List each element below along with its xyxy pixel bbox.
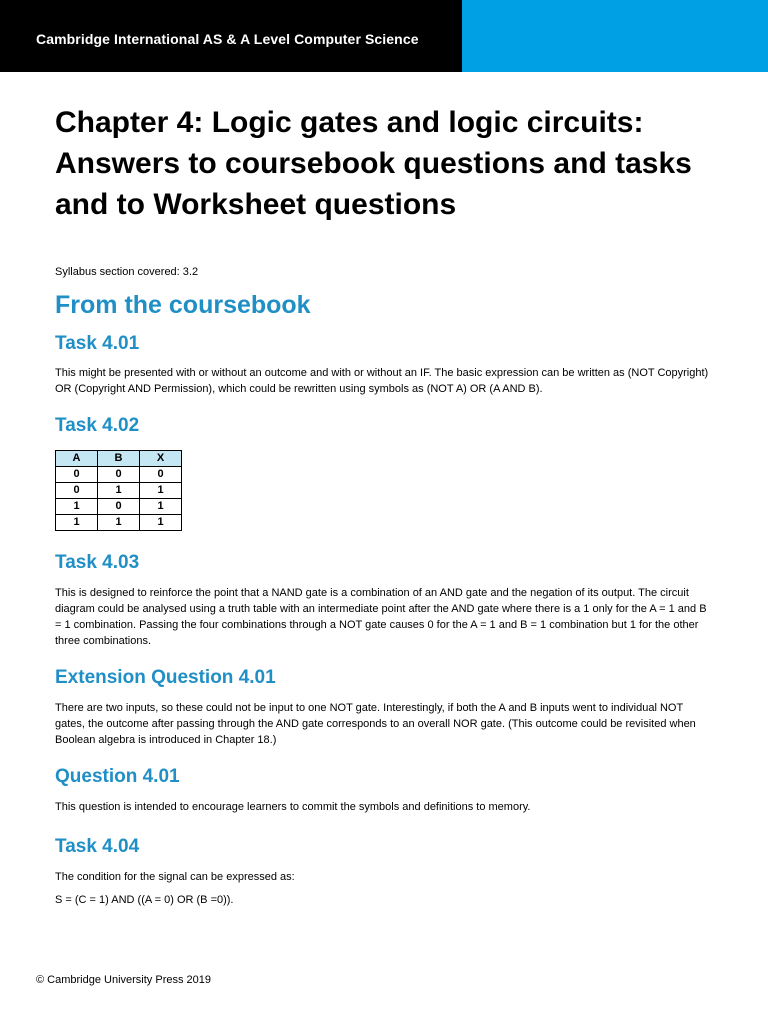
syllabus-note: Syllabus section covered: 3.2: [55, 266, 199, 278]
task-4-01-heading: Task 4.01: [55, 333, 140, 354]
truth-table-row: [56, 499, 182, 515]
truth-table-cell: 1: [56, 499, 98, 515]
truth-table-header: B: [98, 451, 140, 467]
truth-table-cell: 1: [140, 483, 182, 499]
header-bar: [0, 0, 768, 72]
truth-table-row: [56, 467, 182, 483]
task-4-02-heading: Task 4.02: [55, 415, 140, 436]
truth-table-header: X: [140, 451, 182, 467]
truth-table-cell: 1: [98, 483, 140, 499]
truth-table-cell: 0: [56, 467, 98, 483]
task-4-04-expression: S = (C = 1) AND ((A = 0) OR (B =0)).: [55, 894, 234, 906]
extension-question-4-01-text: There are two inputs, so these could not be input to one NOT gate. Interestingly, if both the A and B inputs went to individual NOT gates, the outcome after passing through the AND gate corresponds to an overall NOR gate. (This outcome could be revisited when Boolean algebra is introduced in Chapter 18.): [55, 702, 696, 746]
question-4-01-heading: Question 4.01: [55, 766, 180, 787]
truth-table-cell: 0: [140, 467, 182, 483]
truth-table-header: A: [56, 451, 98, 467]
task-4-04-text: The condition for the signal can be expressed as:: [55, 871, 295, 883]
truth-table-cell: 0: [56, 483, 98, 499]
header-accent-block: [462, 0, 768, 72]
truth-table: [55, 450, 182, 531]
truth-table-cell: 1: [56, 515, 98, 531]
truth-table-cell: 0: [98, 499, 140, 515]
section-title: From the coursebook: [55, 291, 311, 319]
truth-table-row: [56, 515, 182, 531]
task-4-03-text: This is designed to reinforce the point that a NAND gate is a combination of an AND gate and the negation of its output. The circuit diagram could be analysed using a truth table with an intermediate point after the AND gate where there is a 1 only for the A = 1 and B = 1 combination. Passing the four combinations through a NOT gate causes 0 for the A = 1 and B = 1 combination but 1 for the other three combinations.: [55, 587, 707, 647]
header-title: Cambridge International AS & A Level Computer Science: [0, 0, 462, 72]
truth-table-row: [56, 483, 182, 499]
copyright-footer: © Cambridge University Press 2019: [36, 974, 212, 986]
task-4-04-heading: Task 4.04: [55, 836, 140, 857]
chapter-title: Chapter 4: Logic gates and logic circuits: Answers to coursebook questions and tasks and to Worksheet questions: [55, 106, 692, 221]
task-4-01-text: This might be presented with or without an outcome and with or without an IF. The basic expression can be written as (NOT Copyright) OR (Copyright AND Permission), which could be rewritten using symbols as (NOT A) OR (A AND B).: [55, 367, 709, 395]
question-4-01-text: This question is intended to encourage learners to commit the symbols and definitions to memory.: [55, 801, 531, 813]
document-body: [55, 102, 715, 908]
truth-table-cell: 1: [140, 499, 182, 515]
truth-table-header-row: [56, 451, 182, 467]
extension-question-4-01-heading: Extension Question 4.01: [55, 667, 276, 688]
truth-table-cell: 1: [98, 515, 140, 531]
truth-table-cell: 1: [140, 515, 182, 531]
task-4-03-heading: Task 4.03: [55, 552, 140, 573]
truth-table-cell: 0: [98, 467, 140, 483]
